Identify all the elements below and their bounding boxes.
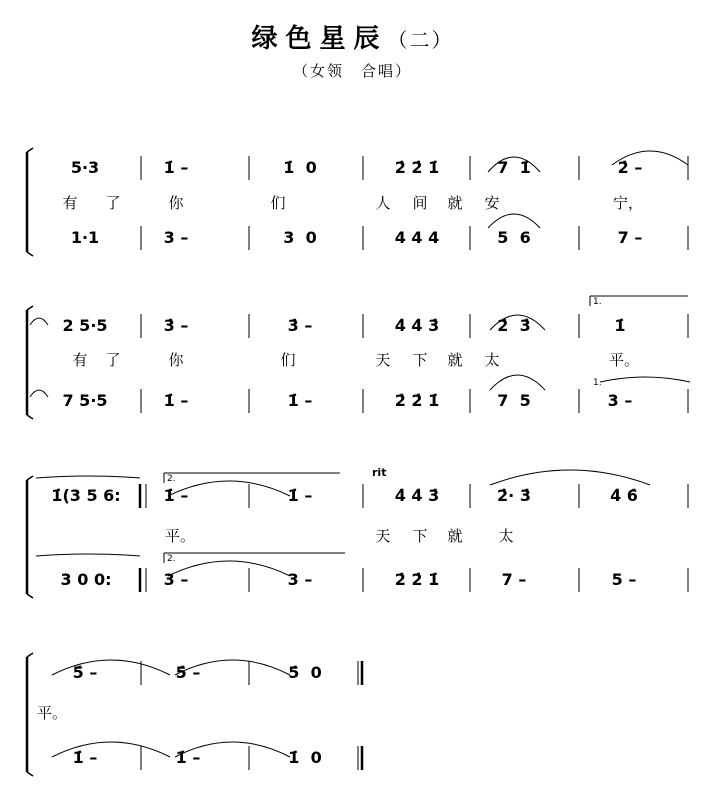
- volta-1-label: 1.: [593, 297, 602, 307]
- lyric-syllable: 安: [484, 194, 500, 212]
- top-voice-measure: 1̇(3 5 6:: [51, 486, 121, 505]
- bottom-voice-measure: 2̇ 2̇ 1̇: [394, 570, 440, 589]
- title-text: 绿色星辰: [251, 24, 388, 54]
- slur: [488, 214, 540, 228]
- top-voice-measure: 4̇ 6̇: [610, 486, 638, 505]
- slur: [52, 660, 170, 675]
- system-brace-top: [27, 653, 33, 657]
- bottom-voice-measure: 1̇ –: [175, 748, 201, 767]
- slur: [600, 377, 690, 382]
- slur: [36, 476, 140, 478]
- system-brace-bottom: [27, 415, 33, 419]
- top-voice-measure: 1̇ –: [163, 486, 189, 505]
- system-brace-bottom: [27, 594, 33, 598]
- title-suffix: （二）: [387, 28, 454, 52]
- volta-2-label: 2.: [167, 554, 176, 564]
- slur: [490, 470, 650, 485]
- bottom-voice-measure: 5 –: [611, 570, 637, 589]
- top-voice-measure: 5̇ 0: [288, 663, 322, 682]
- bottom-voice-measure: 7 5: [497, 391, 531, 410]
- lyric-syllable: 就: [447, 527, 463, 545]
- lyric-syllable: 平。: [608, 351, 640, 369]
- slur: [30, 318, 48, 325]
- bottom-voice-measure: 3 –: [163, 228, 189, 247]
- bottom-voice-measure: 1̇ –: [72, 748, 98, 767]
- slur: [36, 554, 140, 556]
- top-voice-measure: 3̇ –: [163, 316, 189, 335]
- bottom-voice-measure: 5 6: [497, 228, 531, 247]
- bottom-voice-measure: 3 –: [163, 570, 189, 589]
- bottom-voice-measure: 3 –: [607, 391, 633, 410]
- top-voice-measure: 2̇ 3̇: [497, 316, 531, 335]
- bottom-voice-measure: 1̇ 0: [288, 748, 322, 767]
- top-voice-measure: 1̇ 0: [283, 158, 317, 177]
- lyric-syllable: 们: [270, 194, 286, 212]
- top-voice-measure: 4̇ 4̇ 3̇: [394, 316, 440, 335]
- bottom-voice-measure: 1̇ –: [287, 391, 313, 410]
- bottom-voice-measure: 3 0: [283, 228, 317, 247]
- top-voice-measure: 5̇ –: [72, 663, 98, 682]
- system-brace-top: [27, 148, 33, 152]
- lyric-syllable: 了: [105, 194, 121, 212]
- top-voice-measure: 2̇· 3̇: [497, 486, 531, 505]
- slur: [30, 390, 48, 397]
- lyric-syllable: 们: [280, 351, 296, 369]
- lyric-syllable: 平。: [164, 527, 196, 545]
- lyric-syllable: 天: [375, 527, 391, 545]
- top-voice-measure: 2 5·5: [62, 316, 108, 335]
- lyric-syllable: 你: [168, 194, 184, 212]
- system-brace-bottom: [27, 772, 33, 776]
- top-voice-measure: 5̇ –: [175, 663, 201, 682]
- lyric-syllable: 就: [447, 351, 463, 369]
- lyric-syllable: 太: [498, 527, 514, 545]
- bottom-voice-measure: 7 5·5: [62, 391, 108, 410]
- lyric-syllable: 了: [105, 351, 121, 369]
- top-voice-measure: 1̇ –: [163, 158, 189, 177]
- bottom-voice-measure: 1̇ –: [163, 391, 189, 410]
- slur: [52, 742, 170, 757]
- lyric-syllable: 平。: [36, 704, 68, 722]
- lyric-syllable: 天: [375, 351, 391, 369]
- lyric-syllable: 太: [484, 351, 500, 369]
- system-brace-top: [27, 306, 33, 310]
- lyric-syllable: 下: [412, 527, 428, 545]
- bottom-voice-measure: 7 –: [617, 228, 643, 247]
- top-voice-measure: 1̇ –: [287, 486, 313, 505]
- top-voice-measure: 7 1̇: [497, 158, 531, 177]
- volta-1-label: 1.: [593, 378, 602, 388]
- top-voice-measure: 4̇ 4̇ 3̇: [394, 486, 440, 505]
- bottom-voice-measure: 4 4 4: [394, 228, 440, 247]
- ritardando-mark: rit: [372, 466, 387, 479]
- lyric-syllable: 有: [72, 351, 88, 369]
- system-brace-bottom: [27, 252, 33, 256]
- bottom-voice-measure: 1·1: [70, 228, 100, 247]
- song-subtitle: （女领 合唱）: [292, 62, 412, 80]
- lyric-syllable: 下: [412, 351, 428, 369]
- slur: [490, 375, 545, 390]
- lyric-syllable: 宁，: [612, 194, 644, 212]
- bottom-voice-measure: 3 –: [287, 570, 313, 589]
- top-voice-measure: 3̇ –: [287, 316, 313, 335]
- bottom-voice-measure: 2̇ 2̇ 1̇: [394, 391, 440, 410]
- volta-2-label: 2.: [167, 474, 176, 484]
- bottom-voice-measure: 3 0 0:: [60, 570, 112, 589]
- top-voice-measure: 1̇: [614, 316, 626, 335]
- top-voice-measure: 2̇ –: [617, 158, 643, 177]
- top-voice-measure: 5·3: [70, 158, 100, 177]
- bottom-voice-measure: 7 –: [501, 570, 527, 589]
- lyric-syllable: 人: [375, 194, 391, 212]
- lyric-syllable: 有: [62, 194, 78, 212]
- lyric-syllable: 间: [412, 194, 428, 212]
- top-voice-measure: 2̇ 2̇ 1̇: [394, 158, 440, 177]
- lyric-syllable: 你: [168, 351, 184, 369]
- system-brace-top: [27, 476, 33, 480]
- lyric-syllable: 就: [447, 194, 463, 212]
